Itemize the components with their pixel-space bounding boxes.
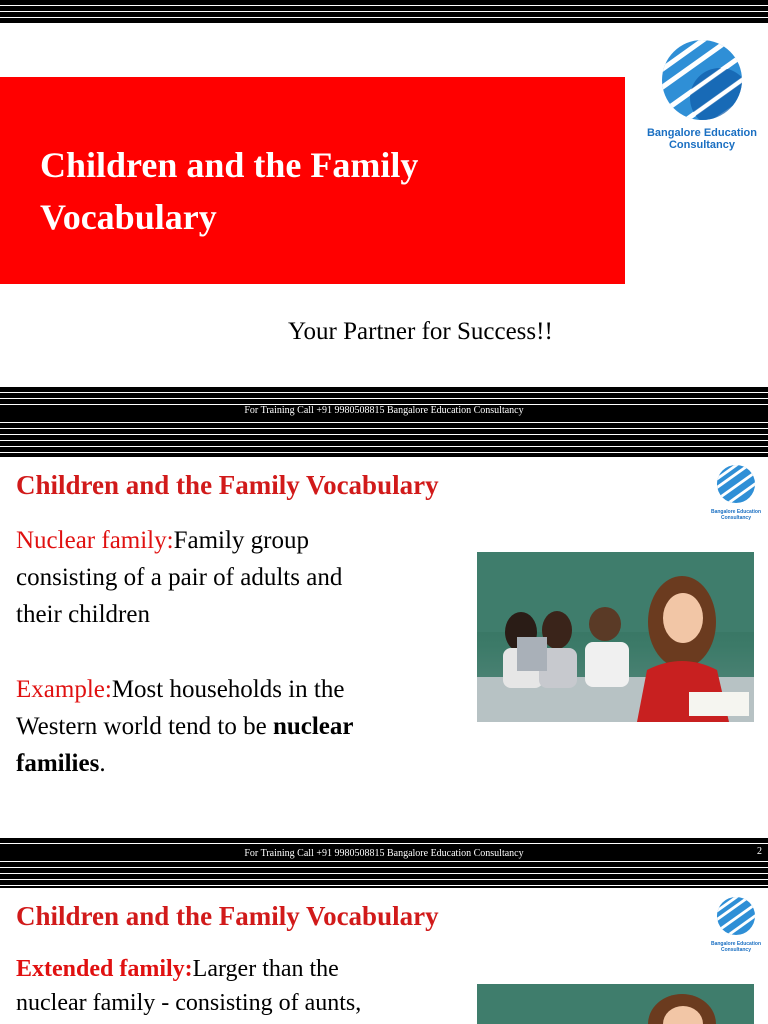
company-logo: Bangalore Education Consultancy <box>640 38 764 151</box>
slide3-logo: Bangalore Education Consultancy <box>706 896 766 953</box>
tagline: Your Partner for Success!! <box>288 318 553 345</box>
globe-icon <box>716 464 756 504</box>
slide2-title: Children and the Family Vocabulary <box>16 470 439 500</box>
top-stripe-band <box>0 0 768 24</box>
term-label: Extended family: <box>16 956 193 982</box>
slide2-example: Example:Most households in the Western world tend to be nuclear families. <box>16 676 354 777</box>
example-label: Example: <box>16 676 112 703</box>
stripe-band-2 <box>0 838 768 888</box>
footer-text-1: For Training Call +91 9980508815 Bangalore Education Consultancy <box>0 405 768 417</box>
term-label: Nuclear family: <box>16 527 174 554</box>
footer-text-2: For Training Call +91 9980508815 Bangalore Education Consultancy <box>0 848 768 860</box>
slide2-logo: Bangalore Education Consultancy <box>706 464 766 521</box>
slide3-title: Children and the Family Vocabulary <box>16 901 439 931</box>
globe-icon <box>660 38 744 122</box>
slide3-definition: Extended family:Larger than the nuclear family - consisting of aunts, <box>16 956 362 1016</box>
slide2-definition: Nuclear family:Family group consisting of a pair of adults and their children <box>16 527 343 628</box>
students-photo-2 <box>477 984 754 1024</box>
page-number: 2 <box>757 846 762 857</box>
globe-icon <box>716 896 756 936</box>
banner-title: Children and the Family Vocabulary <box>40 145 419 237</box>
stripe-band-1 <box>0 387 768 457</box>
title-banner <box>0 77 625 284</box>
students-photo <box>477 552 754 722</box>
